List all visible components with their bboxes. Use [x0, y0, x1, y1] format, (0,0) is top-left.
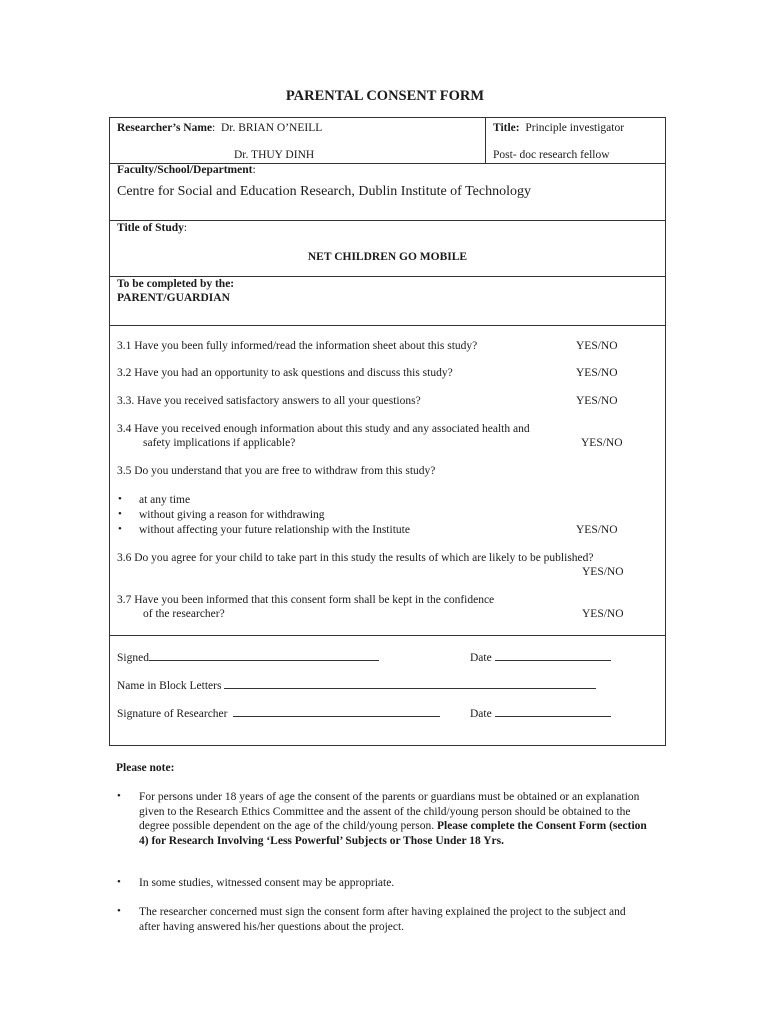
- note-3: The researcher concerned must sign the consent form after having explained the project to the subject and after having answered his/her questions about the project.: [139, 906, 626, 933]
- researcher-signature-field[interactable]: [233, 706, 440, 717]
- study-row: [117, 222, 187, 234]
- withdraw-option-1: at any time: [139, 494, 191, 506]
- question-3-3: 3.3. Have you received satisfactory answers to all your questions?: [117, 395, 421, 407]
- bullet-icon: •: [118, 523, 122, 535]
- faculty-colon: :: [252, 164, 256, 176]
- title-label: Title:: [493, 122, 520, 134]
- faculty-row: [117, 164, 256, 176]
- researcher-title-row: [493, 122, 624, 134]
- question-3-6: 3.6 Do you agree for your child to take part in this study the results of which are likely to be published?: [117, 552, 594, 564]
- researcher-title-2: Post- doc research fellow: [493, 149, 610, 161]
- bullet-icon: •: [118, 493, 122, 505]
- answer-3-4[interactable]: YES/NO: [581, 437, 623, 449]
- question-3-4-line1: 3.4 Have you received enough information about this study and any associated health and: [117, 423, 530, 435]
- bullet-icon: •: [117, 790, 121, 802]
- date-row-2: [470, 706, 611, 720]
- researcher-title-1: Principle investigator: [525, 122, 625, 134]
- answer-3-2[interactable]: YES/NO: [576, 367, 618, 379]
- answer-3-1[interactable]: YES/NO: [576, 340, 618, 352]
- divider: [110, 635, 665, 636]
- study-colon: :: [183, 222, 188, 234]
- withdraw-option-2: without giving a reason for withdrawing: [139, 509, 325, 521]
- divider: [110, 220, 665, 221]
- name-block-row: [117, 678, 596, 692]
- name-block-label: Name in Block Letters: [117, 680, 222, 692]
- signed-field[interactable]: [149, 650, 379, 661]
- note-2: In some studies, witnessed consent may be appropriate.: [139, 877, 395, 889]
- name-block-field[interactable]: [224, 678, 596, 689]
- question-3-7-line2: of the researcher?: [143, 608, 225, 620]
- bullet-icon: •: [117, 905, 121, 917]
- question-3-1: 3.1 Have you been fully informed/read the information sheet about this study?: [117, 340, 478, 352]
- consent-form-table: [109, 117, 666, 746]
- question-3-2: 3.2 Have you had an opportunity to ask questions and discuss this study?: [117, 367, 453, 379]
- signed-label: Signed: [117, 652, 149, 664]
- date-field[interactable]: [495, 706, 611, 717]
- bullet-icon: •: [117, 876, 121, 888]
- date-label: Date: [470, 652, 492, 664]
- divider: [110, 325, 665, 326]
- note-1-text: For persons under 18 years of age the consent of the parents or guardians must be obtained or an explanation given to the Research Ethics Committee and the assent of the child/young person should be obtained to the degree possible dependent on the age of the child/young person.: [139, 791, 640, 832]
- divider: [110, 276, 665, 277]
- question-3-5: 3.5 Do you understand that you are free to withdraw from this study?: [117, 465, 436, 477]
- researcher-name-label: Researcher’s Name: [117, 122, 213, 134]
- researcher-name-2: Dr. THUY DINH: [234, 149, 315, 161]
- researcher-name-1: Dr. BRIAN O’NEILL: [221, 122, 323, 134]
- signed-row: [117, 650, 379, 664]
- note-1: [139, 790, 659, 848]
- researcher-colon: :: [212, 122, 216, 134]
- answer-3-6[interactable]: YES/NO: [582, 566, 624, 578]
- column-divider: [485, 118, 486, 163]
- researcher-name-row: [117, 122, 322, 134]
- researcher-signature-label: Signature of Researcher: [117, 708, 228, 720]
- completed-by-label: To be completed by the:: [117, 278, 235, 290]
- study-title: NET CHILDREN GO MOBILE: [307, 251, 468, 263]
- note-1-emphasis: Please complete the Consent Form (section 4) for Research Involving ‘Less Powerful’ Subjects or Those Under 18 Yrs.: [139, 820, 647, 847]
- question-3-7-line1: 3.7 Have you been informed that this consent form shall be kept in the confidence: [117, 594, 495, 606]
- date-label: Date: [470, 708, 492, 720]
- study-label: Title of Study: [117, 222, 184, 234]
- faculty-label: Faculty/School/Department: [117, 164, 253, 176]
- date-field[interactable]: [495, 650, 611, 661]
- withdraw-option-3: without affecting your future relationship with the Institute: [139, 524, 410, 536]
- date-row-1: [470, 650, 611, 664]
- answer-3-3[interactable]: YES/NO: [576, 395, 618, 407]
- faculty-value: Centre for Social and Education Research, Dublin Institute of Technology: [117, 184, 531, 199]
- researcher-signature-row: [117, 706, 440, 720]
- bullet-icon: •: [118, 508, 122, 520]
- question-3-4-line2: safety implications if applicable?: [143, 437, 296, 449]
- answer-3-5[interactable]: YES/NO: [576, 524, 618, 536]
- notes-heading: Please note:: [116, 762, 175, 774]
- answer-3-7[interactable]: YES/NO: [582, 608, 624, 620]
- form-title: PARENTAL CONSENT FORM: [285, 88, 485, 104]
- parent-guardian-label: PARENT/GUARDIAN: [117, 292, 230, 304]
